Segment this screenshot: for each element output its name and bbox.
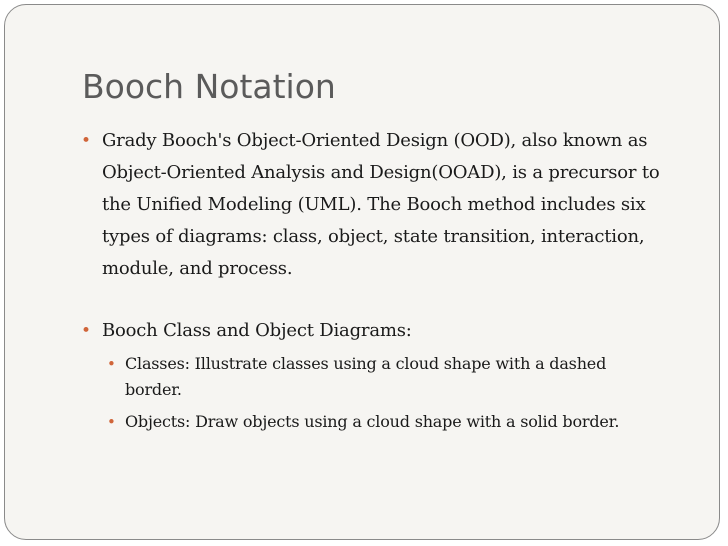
bullet-icon: •	[107, 355, 116, 373]
bullet-icon: •	[81, 131, 91, 151]
bullet-icon: •	[107, 413, 116, 431]
bullet-text: Grady Booch's Object-Oriented Design (OOD), also known as Object-Oriented Analysis and Design(OOAD), is a precursor to the Unified Modeling (UML). The Booch method includes six types of diagrams: class, object, state transition, interaction, module, and process.	[102, 130, 660, 279]
sub-bullet-text: Classes: Illustrate classes using a cloud shape with a dashed border.	[125, 354, 607, 399]
sub-bullet-item	[5, 351, 650, 403]
sub-bullet-item	[5, 409, 650, 435]
slide-content	[5, 125, 720, 435]
slide	[4, 4, 720, 540]
spacer	[5, 285, 720, 315]
bullet-item	[5, 315, 682, 347]
bullet-text: Booch Class and Object Diagrams:	[102, 320, 412, 341]
bullet-icon: •	[81, 321, 91, 341]
slide-title: Booch Notation	[82, 67, 336, 106]
bullet-item	[5, 125, 682, 285]
sub-bullet-text: Objects: Draw objects using a cloud shape with a solid border.	[125, 412, 620, 431]
